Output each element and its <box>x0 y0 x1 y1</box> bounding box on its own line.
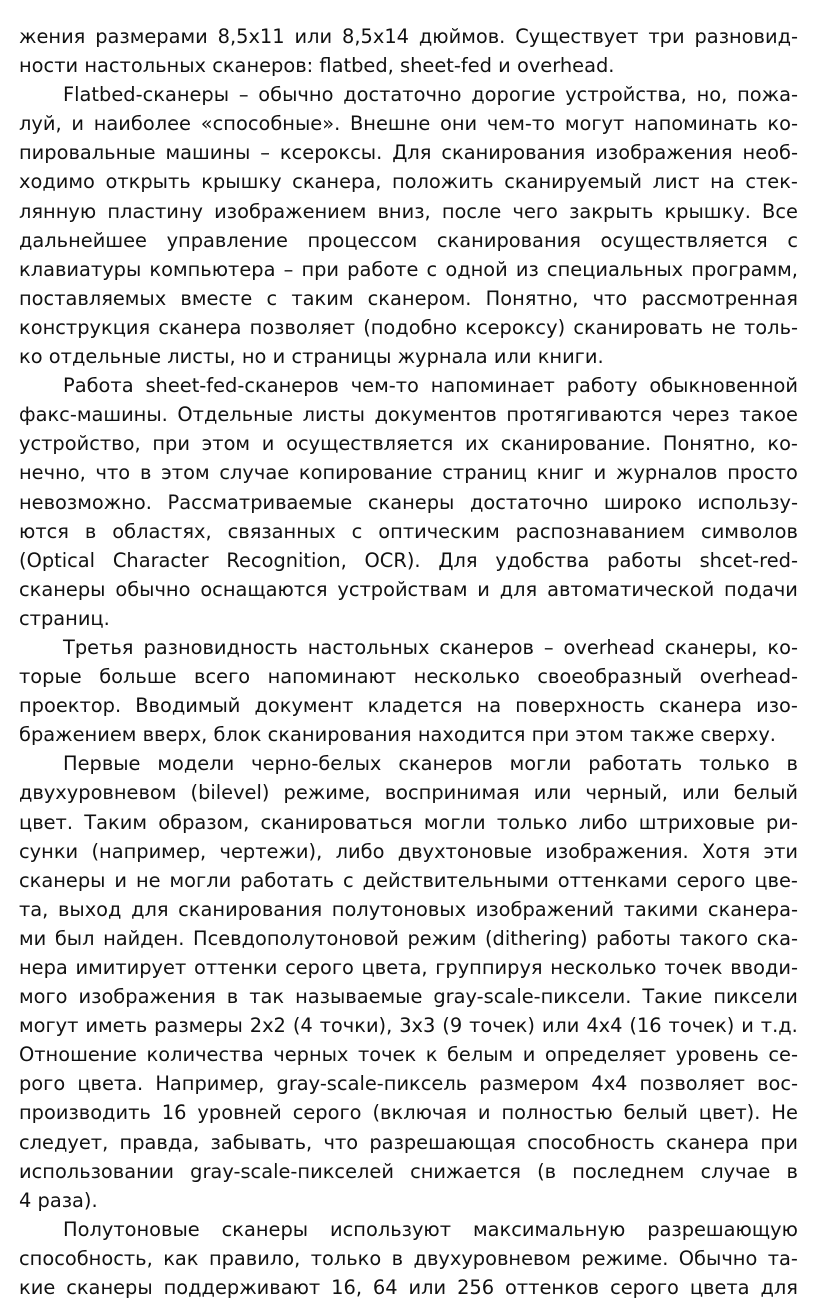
text-line: ности настольных сканеров: flatbed, sheet-fed и overhead. <box>19 54 615 78</box>
text-line: Полутоновые сканеры используют максимальную разрешающую <box>63 1217 798 1241</box>
text-line: проектор. Вводимый документ кладется на поверхность сканера изо- <box>19 694 798 718</box>
text-line: ются в областях, связанных с оптическим распознаванием символов <box>19 519 798 543</box>
text-line: дальнейшее управление процессом сканирования осуществляется с <box>19 228 798 252</box>
text-line: сунки (например, чертежи), либо двухтоновые изображения. Хотя эти <box>19 839 798 863</box>
text-line: бражением вверх, блок сканирования находится при этом также сверху. <box>19 723 776 747</box>
text-line: страниц. <box>19 606 110 630</box>
text-line: пировальные машины – ксероксы. Для сканирования изображения необ- <box>19 141 798 165</box>
text-line: ко отдельные листы, но и страницы журнала или книги. <box>19 345 604 369</box>
text-line: следует, правда, забывать, что разрешающая способность сканера при <box>19 1130 798 1154</box>
text-line: нечно, что в этом случае копирование страниц книг и журналов просто <box>19 461 798 485</box>
text-line: двухуровневом (bilevel) режиме, воспринимая или черный, или белый <box>19 781 798 805</box>
text-line: кие сканеры поддерживают 16, 64 или 256 оттенков серого цвета для <box>19 1276 798 1300</box>
text-line: использовании gray-scale-пикселей снижается (в последнем случае в <box>19 1159 798 1183</box>
text-line: 4 раза). <box>19 1188 98 1212</box>
text-line: клавиатуры компьютера – при работе с одной из специальных программ, <box>19 257 798 281</box>
text-line: Отношение количества черных точек к белым и определяет уровень се- <box>19 1043 798 1067</box>
text-line: Работа sheet-fed-сканеров чем-то напоминает работу обыкновенной <box>63 374 798 398</box>
text-line: факс-машины. Отдельные листы документов протягиваются через такое <box>19 403 798 427</box>
text-line: могут иметь размеры 2x2 (4 точки), 3x3 (9 точек) или 4x4 (16 точек) и т.д. <box>19 1014 798 1038</box>
text-line: Третья разновидность настольных сканеров – overhead сканеры, ко- <box>63 635 798 659</box>
text-line: торые больше всего напоминают несколько своеобразный overhead- <box>19 665 798 689</box>
text-line: та, выход для сканирования полутоновых изображений такими сканера- <box>19 897 798 921</box>
text-line: сканеры обычно оснащаются устройствам и для автоматической подачи <box>19 577 798 601</box>
text-line: Первые модели черно-белых сканеров могли работать только в <box>63 752 798 776</box>
text-line: лянную пластину изображением вниз, после чего закрыть крышку. Все <box>19 199 798 223</box>
text-line: цвет. Таким образом, сканироваться могли только либо штриховые ри- <box>19 810 798 834</box>
text-line: ходимо открыть крышку сканера, положить сканируемый лист на стек- <box>19 170 798 194</box>
body-text <box>19 22 798 1302</box>
text-line: жения размерами 8,5x11 или 8,5x14 дюймов. Существует три разновид- <box>19 25 798 48</box>
text-line: нера имитирует оттенки серого цвета, группируя несколько точек вводи- <box>19 956 798 979</box>
text-line: способность, как правило, только в двухуровневом режиме. Обычно та- <box>19 1246 798 1270</box>
text-line: производить 16 уровней серого (включая и полностью белый цвет). Не <box>19 1101 798 1125</box>
text-line: сканеры и не могли работать с действительными оттенками серого цве- <box>19 868 798 892</box>
text-line: луй, и наиболее «способные». Внешне они чем-то могут напоминать ко- <box>19 112 798 136</box>
text-line: Flatbed-сканеры – обычно достаточно дорогие устройства, но, пожа- <box>63 83 798 107</box>
text-line: (Optical Character Recognition, OCR). Для удобства работы shcet-red- <box>19 548 798 572</box>
text-line: поставляемых вместе с таким сканером. Понятно, что рассмотренная <box>19 286 798 310</box>
text-line: невозможно. Рассматриваемые сканеры достаточно широко использу- <box>19 490 798 514</box>
text-line: мого изображения в так называемые gray-scale-пиксели. Такие пиксели <box>19 985 798 1009</box>
text-line: рого цвета. Например, gray-scale-пиксель размером 4x4 позволяет вос- <box>19 1072 798 1096</box>
text-line: конструкция сканера позволяет (подобно ксероксу) сканировать не толь- <box>19 315 798 339</box>
text-line: устройство, при этом и осуществляется их сканирование. Понятно, ко- <box>19 432 798 456</box>
text-line: ми был найден. Псевдополутоновой режим (dithering) работы такого ска- <box>19 926 798 950</box>
